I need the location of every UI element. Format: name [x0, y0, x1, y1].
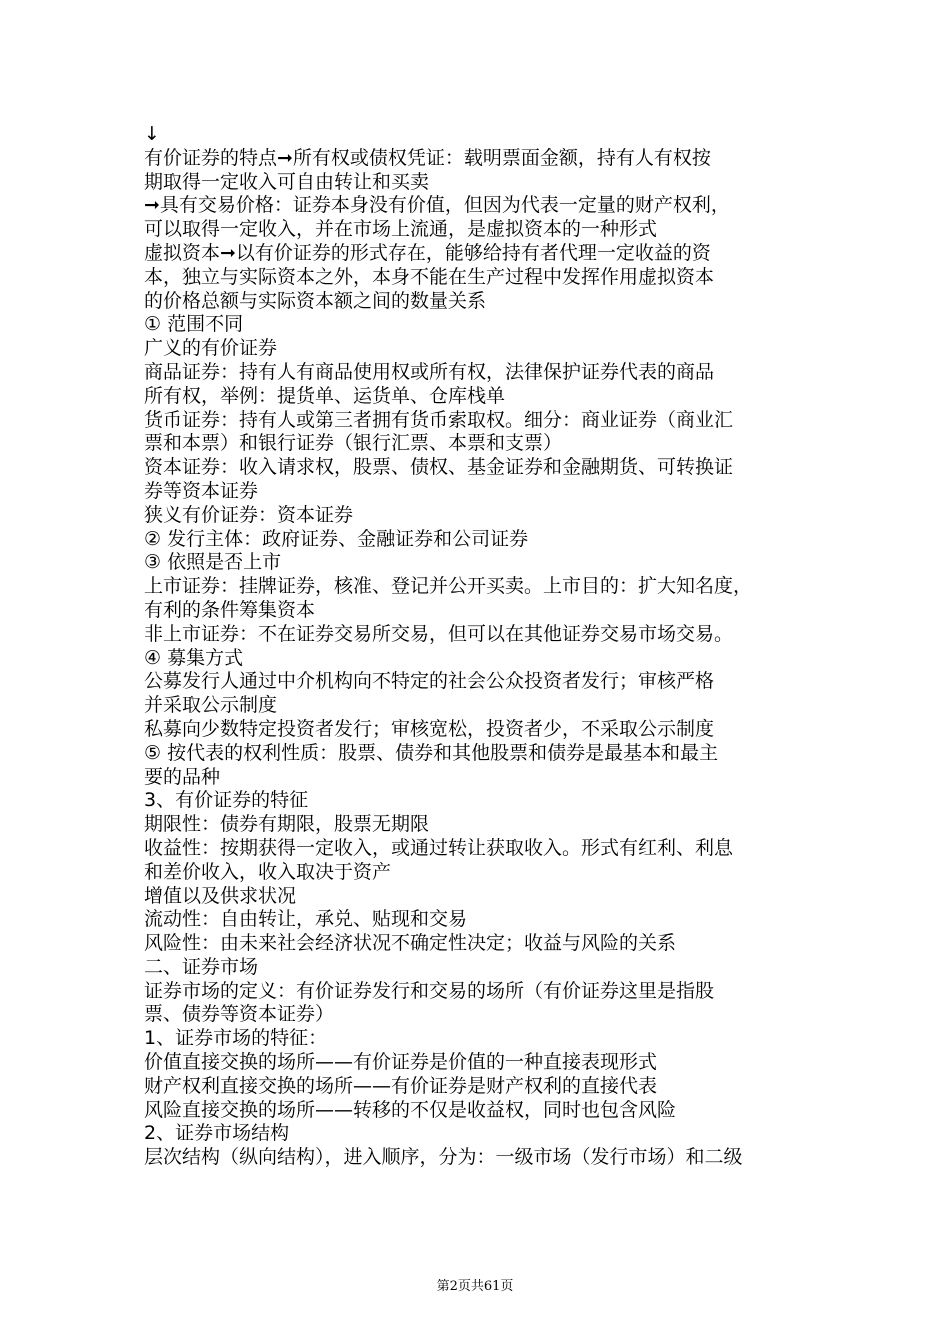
text-line: 价值直接交换的场所——有价证券是价值的一种直接表现形式 [144, 1051, 658, 1074]
text-line: 2、证券市场结构 [144, 1122, 290, 1145]
text-line: 和差价收入，收入取决于资产 [144, 860, 392, 883]
text-line: 证券市场的定义：有价证券发行和交易的场所（有价证券这里是指股 [144, 979, 715, 1002]
text-line: 公募发行人通过中介机构向不特定的社会公众投资者发行；审核严格 [144, 670, 715, 693]
text-line: 收益性：按期获得一定收入，或通过转让获取收入。形式有红利、利息 [144, 836, 734, 859]
text-line: 狭义有价证券：资本证券 [144, 503, 354, 526]
text-line: ② 发行主体：政府证券、金融证券和公司证券 [144, 527, 529, 550]
text-line: 有价证券的特点➞所有权或债权凭证：载明票面金额，持有人有权按 [144, 146, 711, 169]
text-line: ⑤ 按代表的权利性质：股票、债券和其他股票和债券是最基本和最主 [144, 741, 719, 764]
text-line: 券等资本证券 [144, 479, 259, 502]
text-line: 期限性：债券有期限，股票无期限 [144, 813, 430, 836]
text-line: 的价格总额与实际资本额之间的数量关系 [144, 289, 487, 312]
text-line: 上市证券：挂牌证券，核准、登记并公开买卖。上市目的：扩大知名度， [144, 575, 753, 598]
text-line: 虚拟资本➞以有价证券的形式存在，能够给持有者代理一定收益的资 [144, 241, 711, 264]
text-line: ④ 募集方式 [144, 646, 244, 669]
text-line: 可以取得一定收入，并在市场上流通，是虚拟资本的一种形式 [144, 218, 658, 241]
text-line: 层次结构（纵向结构），进入顺序，分为：一级市场（发行市场）和二级 [144, 1146, 743, 1169]
text-line: 3、有价证券的特征 [144, 789, 309, 812]
text-line: 票和本票）和银行证券（银行汇票、本票和支票） [144, 432, 563, 455]
text-line: 有利的条件筹集资本 [144, 598, 316, 621]
document-body [144, 123, 824, 1170]
text-line: 财产权利直接交换的场所——有价证券是财产权利的直接代表 [144, 1074, 658, 1097]
text-line: 票、债券等资本证券） [144, 1003, 335, 1026]
text-line: 广义的有价证券 [144, 337, 278, 360]
text-line: ③ 依照是否上市 [144, 551, 282, 574]
text-line: ↓ [144, 123, 160, 145]
text-line: ① 范围不同 [144, 313, 244, 336]
text-line: 1、证券市场的特征： [144, 1027, 328, 1050]
text-line: 要的品种 [144, 765, 221, 788]
text-line: 流动性：自由转让，承兑、贴现和交易 [144, 908, 468, 931]
text-line: 所有权，举例：提货单、运货单、仓库栈单 [144, 384, 506, 407]
text-line: ➞具有交易价格：证券本身没有价值，但因为代表一定量的财产权利， [144, 194, 730, 217]
text-line: 二、证券市场 [144, 955, 259, 978]
text-line: 期取得一定收入可自由转让和买卖 [144, 170, 430, 193]
text-line: 非上市证券：不在证券交易所交易，但可以在其他证券交易市场交易。 [144, 622, 734, 645]
text-line: 增值以及供求状况 [144, 884, 297, 907]
text-line: 本，独立与实际资本之外，本身不能在生产过程中发挥作用虚拟资本 [144, 265, 715, 288]
text-line: 商品证券：持有人有商品使用权或所有权，法律保护证券代表的商品 [144, 360, 715, 383]
text-line: 私募向少数特定投资者发行；审核宽松，投资者少，不采取公示制度 [144, 717, 715, 740]
text-line: 风险直接交换的场所——转移的不仅是收益权，同时也包含风险 [144, 1098, 677, 1121]
text-line: 风险性：由未来社会经济状况不确定性决定；收益与风险的关系 [144, 932, 677, 955]
page-number: 第2页共61页 [436, 1279, 514, 1294]
text-line: 资本证券：收入请求权，股票、债权、基金证券和金融期货、可转换证 [144, 456, 734, 479]
text-line: 货币证券：持有人或第三者拥有货币索取权。细分：商业证券（商业汇 [144, 408, 734, 431]
text-line: 并采取公示制度 [144, 694, 278, 717]
